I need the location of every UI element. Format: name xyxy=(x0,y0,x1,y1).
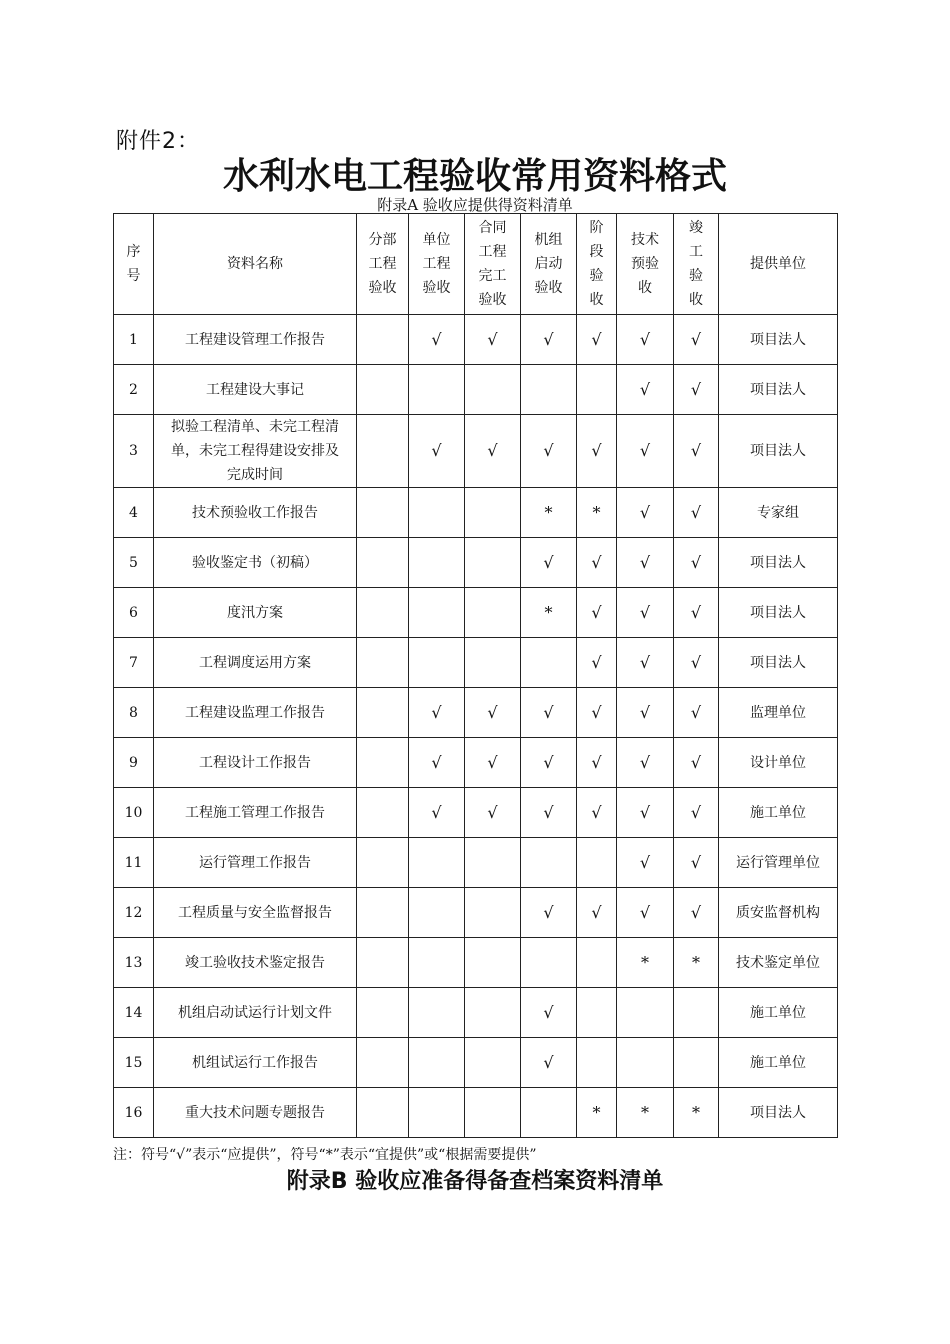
stage-mark xyxy=(357,315,409,365)
stage-mark: √ xyxy=(617,888,674,938)
stage-mark: √ xyxy=(617,415,674,488)
stage-mark xyxy=(617,1038,674,1088)
table-row xyxy=(114,1088,838,1138)
stage-mark xyxy=(465,638,521,688)
stage-mark: √ xyxy=(465,688,521,738)
stage-mark: √ xyxy=(521,315,577,365)
header-no: 序 号 xyxy=(114,214,154,315)
stage-mark: √ xyxy=(617,738,674,788)
document-name: 竣工验收技术鉴定报告 xyxy=(154,938,357,988)
attachment-label: 附件2： xyxy=(116,129,200,154)
stage-mark: * xyxy=(617,1088,674,1138)
header-stage: 单位 工程 验收 xyxy=(409,214,465,315)
appendix-a-title: 附录A 验收应提供得资料清单 xyxy=(377,196,573,214)
document-name: 机组试运行工作报告 xyxy=(154,1038,357,1088)
stage-mark: √ xyxy=(577,315,617,365)
stage-mark: √ xyxy=(617,538,674,588)
table-row xyxy=(114,1038,838,1088)
stage-mark xyxy=(409,938,465,988)
stage-mark: √ xyxy=(617,838,674,888)
table-row xyxy=(114,538,838,588)
stage-mark xyxy=(577,988,617,1038)
row-number: 10 xyxy=(114,788,154,838)
row-number: 9 xyxy=(114,738,154,788)
row-number: 13 xyxy=(114,938,154,988)
stage-mark: √ xyxy=(617,638,674,688)
stage-mark xyxy=(617,988,674,1038)
provider-unit: 专家组 xyxy=(719,488,838,538)
document-name: 工程施工管理工作报告 xyxy=(154,788,357,838)
stage-mark: √ xyxy=(465,788,521,838)
stage-mark: √ xyxy=(465,738,521,788)
stage-mark: √ xyxy=(674,688,719,738)
document-name: 工程调度运用方案 xyxy=(154,638,357,688)
table-row xyxy=(114,988,838,1038)
stage-mark xyxy=(465,588,521,638)
table-header-row xyxy=(114,214,838,315)
row-number: 12 xyxy=(114,888,154,938)
document-name: 工程建设监理工作报告 xyxy=(154,688,357,738)
stage-mark xyxy=(409,588,465,638)
stage-mark xyxy=(465,888,521,938)
stage-mark xyxy=(409,638,465,688)
table-row xyxy=(114,888,838,938)
stage-mark: √ xyxy=(409,688,465,738)
table-row xyxy=(114,415,838,488)
stage-mark xyxy=(465,1038,521,1088)
stage-mark: * xyxy=(577,1088,617,1138)
provider-unit: 质安监督机构 xyxy=(719,888,838,938)
stage-mark: √ xyxy=(465,315,521,365)
stage-mark: * xyxy=(521,488,577,538)
stage-mark xyxy=(521,1088,577,1138)
row-number: 6 xyxy=(114,588,154,638)
row-number: 5 xyxy=(114,538,154,588)
document-name: 验收鉴定书（初稿） xyxy=(154,538,357,588)
stage-mark: √ xyxy=(409,315,465,365)
header-stage: 技术 预验 收 xyxy=(617,214,674,315)
document-name: 工程建设大事记 xyxy=(154,365,357,415)
table-row xyxy=(114,638,838,688)
stage-mark xyxy=(521,365,577,415)
row-number: 14 xyxy=(114,988,154,1038)
stage-mark: √ xyxy=(674,315,719,365)
row-number: 16 xyxy=(114,1088,154,1138)
stage-mark xyxy=(577,365,617,415)
provider-unit: 项目法人 xyxy=(719,365,838,415)
row-number: 2 xyxy=(114,365,154,415)
document-name: 运行管理工作报告 xyxy=(154,838,357,888)
row-number: 7 xyxy=(114,638,154,688)
document-name: 工程建设管理工作报告 xyxy=(154,315,357,365)
stage-mark: * xyxy=(674,1088,719,1138)
stage-mark: * xyxy=(577,488,617,538)
document-name: 工程质量与安全监督报告 xyxy=(154,888,357,938)
stage-mark xyxy=(357,415,409,488)
appendix-b-title: 附录B 验收应准备得备查档案资料清单 xyxy=(286,1169,664,1194)
header-stage: 分部 工程 验收 xyxy=(357,214,409,315)
stage-mark xyxy=(577,838,617,888)
stage-mark xyxy=(409,365,465,415)
stage-mark xyxy=(409,988,465,1038)
stage-mark xyxy=(357,1088,409,1138)
stage-mark xyxy=(357,738,409,788)
table-row xyxy=(114,788,838,838)
stage-mark: √ xyxy=(521,688,577,738)
header-stage: 合同 工程 完工 验收 xyxy=(465,214,521,315)
stage-mark xyxy=(357,988,409,1038)
stage-mark: √ xyxy=(617,788,674,838)
header-stage: 竣 工 验 收 xyxy=(674,214,719,315)
header-stage: 阶 段 验 收 xyxy=(577,214,617,315)
provider-unit: 项目法人 xyxy=(719,1088,838,1138)
stage-mark: √ xyxy=(617,688,674,738)
stage-mark: √ xyxy=(577,738,617,788)
stage-mark: √ xyxy=(577,415,617,488)
stage-mark: √ xyxy=(521,538,577,588)
stage-mark xyxy=(674,1038,719,1088)
stage-mark: * xyxy=(674,938,719,988)
document-name: 技术预验收工作报告 xyxy=(154,488,357,538)
table-body xyxy=(114,315,838,1138)
row-number: 11 xyxy=(114,838,154,888)
stage-mark xyxy=(357,538,409,588)
provider-unit: 项目法人 xyxy=(719,315,838,365)
stage-mark xyxy=(357,365,409,415)
stage-mark: √ xyxy=(674,838,719,888)
stage-mark xyxy=(521,938,577,988)
stage-mark: √ xyxy=(577,588,617,638)
provider-unit: 施工单位 xyxy=(719,1038,838,1088)
provider-unit: 技术鉴定单位 xyxy=(719,938,838,988)
stage-mark: √ xyxy=(577,888,617,938)
stage-mark: √ xyxy=(674,788,719,838)
stage-mark xyxy=(357,838,409,888)
table-row xyxy=(114,838,838,888)
stage-mark: √ xyxy=(674,415,719,488)
stage-mark xyxy=(409,1088,465,1138)
provider-unit: 施工单位 xyxy=(719,788,838,838)
row-number: 8 xyxy=(114,688,154,738)
stage-mark: √ xyxy=(674,638,719,688)
stage-mark: √ xyxy=(617,315,674,365)
document-name: 拟验工程清单、未完工程清 单，未完工程得建设安排及 完成时间 xyxy=(154,415,357,488)
stage-mark xyxy=(465,488,521,538)
document-name: 度汛方案 xyxy=(154,588,357,638)
provider-unit: 施工单位 xyxy=(719,988,838,1038)
stage-mark: √ xyxy=(577,688,617,738)
stage-mark xyxy=(521,638,577,688)
provider-unit: 监理单位 xyxy=(719,688,838,738)
stage-mark xyxy=(409,488,465,538)
stage-mark xyxy=(577,1038,617,1088)
stage-mark: √ xyxy=(409,415,465,488)
table-row xyxy=(114,365,838,415)
stage-mark: √ xyxy=(674,538,719,588)
stage-mark: √ xyxy=(617,365,674,415)
table-row xyxy=(114,488,838,538)
stage-mark xyxy=(465,938,521,988)
stage-mark xyxy=(409,1038,465,1088)
document-list-table xyxy=(113,213,838,1138)
provider-unit: 运行管理单位 xyxy=(719,838,838,888)
stage-mark xyxy=(357,688,409,738)
table-row xyxy=(114,315,838,365)
stage-mark xyxy=(465,988,521,1038)
stage-mark: √ xyxy=(577,538,617,588)
stage-mark xyxy=(465,1088,521,1138)
stage-mark: √ xyxy=(617,488,674,538)
stage-mark xyxy=(674,988,719,1038)
stage-mark xyxy=(577,938,617,988)
row-number: 3 xyxy=(114,415,154,488)
table-row xyxy=(114,738,838,788)
stage-mark: √ xyxy=(521,738,577,788)
stage-mark: √ xyxy=(521,1038,577,1088)
stage-mark xyxy=(357,488,409,538)
stage-mark xyxy=(465,838,521,888)
stage-mark xyxy=(465,365,521,415)
stage-mark: √ xyxy=(521,988,577,1038)
stage-mark xyxy=(521,838,577,888)
stage-mark xyxy=(409,538,465,588)
stage-mark: √ xyxy=(521,415,577,488)
stage-mark: √ xyxy=(617,588,674,638)
document-name: 机组启动试运行计划文件 xyxy=(154,988,357,1038)
stage-mark xyxy=(357,888,409,938)
stage-mark xyxy=(357,638,409,688)
stage-mark xyxy=(409,838,465,888)
table-row xyxy=(114,688,838,738)
stage-mark: √ xyxy=(674,365,719,415)
stage-mark: √ xyxy=(409,788,465,838)
stage-mark: √ xyxy=(521,788,577,838)
stage-mark: √ xyxy=(409,738,465,788)
stage-mark: √ xyxy=(465,415,521,488)
stage-mark: √ xyxy=(674,588,719,638)
provider-unit: 设计单位 xyxy=(719,738,838,788)
stage-mark: √ xyxy=(577,788,617,838)
stage-mark xyxy=(465,538,521,588)
header-name: 资料名称 xyxy=(154,214,357,315)
row-number: 15 xyxy=(114,1038,154,1088)
stage-mark xyxy=(357,1038,409,1088)
provider-unit: 项目法人 xyxy=(719,588,838,638)
provider-unit: 项目法人 xyxy=(719,415,838,488)
stage-mark xyxy=(357,588,409,638)
stage-mark xyxy=(409,888,465,938)
table-row xyxy=(114,588,838,638)
stage-mark: √ xyxy=(674,738,719,788)
stage-mark: √ xyxy=(577,638,617,688)
document-name: 工程设计工作报告 xyxy=(154,738,357,788)
header-stage: 机组 启动 验收 xyxy=(521,214,577,315)
stage-mark: √ xyxy=(521,888,577,938)
document-title: 水利水电工程验收常用资料格式 xyxy=(222,156,727,197)
provider-unit: 项目法人 xyxy=(719,638,838,688)
stage-mark: * xyxy=(617,938,674,988)
provider-unit: 项目法人 xyxy=(719,538,838,588)
stage-mark: √ xyxy=(674,488,719,538)
stage-mark xyxy=(357,938,409,988)
document-name: 重大技术问题专题报告 xyxy=(154,1088,357,1138)
row-number: 4 xyxy=(114,488,154,538)
stage-mark: * xyxy=(521,588,577,638)
row-number: 1 xyxy=(114,315,154,365)
stage-mark: √ xyxy=(674,888,719,938)
header-provider: 提供单位 xyxy=(719,214,838,315)
table-note: 注：符号“√”表示“应提供”，符号“*”表示“宜提供”或“根据需要提供” xyxy=(113,1147,537,1163)
stage-mark xyxy=(357,788,409,838)
table-row xyxy=(114,938,838,988)
